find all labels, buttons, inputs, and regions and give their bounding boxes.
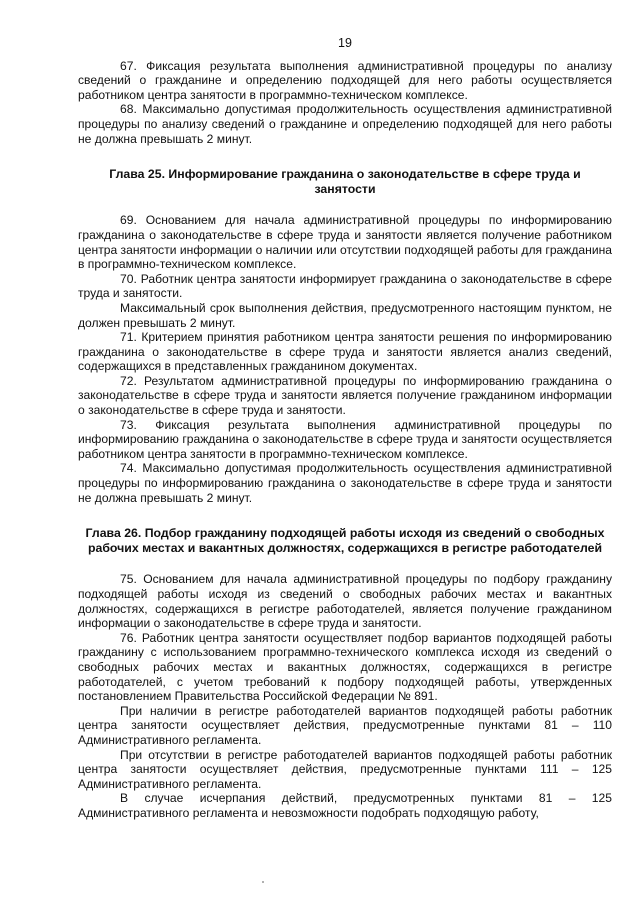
paragraph-67: 67. Фиксация результата выполнения административной процедуры по анализу сведений о гражданине и определению подходящей для него работы осуществляется работником центра занятости в программно-техническом комплексе. bbox=[78, 58, 612, 102]
paragraph-69: 69. Основанием для начала административной процедуры по информированию гражданина о законодательстве в сфере труда и занятости является получение работником центра занятости информации о наличии или отсутствии подходящей работы для гражданина в программно-техническом комплексе. bbox=[78, 213, 612, 272]
chapter-26-heading: Глава 26. Подбор гражданину подходящей работы исходя из сведений о свободных рабочих местах и вакантных должностях, содержащихся в регистре работодателей bbox=[85, 526, 605, 555]
paragraph-70-term: Максимальный срок выполнения действия, предусмотренного настоящим пунктом, не должен превышать 2 минут. bbox=[78, 300, 612, 330]
paragraph-72: 72. Результатом административной процедуры по информированию гражданина о законодательстве в сфере труда и занятости является получение гражданином информации о законодательстве в сфере труда и занятости. bbox=[78, 373, 612, 418]
paragraph-76-absent: При отсутствии в регистре работодателей вариантов подходящей работы работник центра занятости осуществляет действия, предусмотренные пунктами 111 – 125 Административного регламента. bbox=[78, 747, 612, 791]
paragraph-71: 71. Критерием принятия работником центра занятости решения по информированию гражданина о законодательстве в сфере труда и занятости является анализ сведений, содержащихся в представленных гражданином документах. bbox=[78, 330, 612, 374]
scan-speck bbox=[262, 881, 264, 883]
paragraph-68: 68. Максимально допустимая продолжительность осуществления административной процедуры по анализу сведений о гражданине и определению подходящей для него работы не должна превышать 2 минут. bbox=[78, 102, 612, 146]
paragraph-70: 70. Работник центра занятости информирует гражданина о законодательстве в сфере труда и занятости. bbox=[78, 271, 612, 301]
paragraph-76-exhausted: В случае исчерпания действий, предусмотренных пунктами 81 – 125 Административного регламента и невозможности подобрать подходящую работу, bbox=[78, 791, 612, 820]
paragraph-74: 74. Максимально допустимая продолжительность осуществления административной процедуры по информированию гражданина о законодательстве в сфере труда и занятости не должна превышать 2 минут. bbox=[78, 461, 612, 505]
paragraph-75: 75. Основанием для начала административной процедуры по подбору гражданину подходящей работы исходя из сведений о свободных рабочих местах и вакантных должностях, содержащихся в регистре работодателей, является получение гражданином информации о законодательстве в сфере труда и занятости. bbox=[78, 572, 612, 631]
page-number: 19 bbox=[338, 36, 352, 50]
paragraph-76: 76. Работник центра занятости осуществляет подбор вариантов подходящей работы гражданину с использованием программно-технического комплекса исходя из сведений о свободных рабочих местах и вакантных должностях, содержащихся в регистре работодателей, с учетом требований к подбору подходящей работы, утвержденных постановлением Правительства Российской Федерации № 891. bbox=[78, 630, 612, 704]
paragraph-76-available: При наличии в регистре работодателей вариантов подходящей работы работник центра занятости осуществляет действия, предусмотренные пунктами 81 – 110 Административного регламента. bbox=[78, 703, 612, 747]
paragraph-73: 73. Фиксация результата выполнения административной процедуры по информированию гражданина о законодательстве в сфере труда и занятости осуществляется работником центра занятости в программно-техническом комплексе. bbox=[78, 417, 612, 461]
chapter-25-heading: Глава 25. Информирование гражданина о законодательстве в сфере труда и занятости bbox=[109, 167, 581, 196]
